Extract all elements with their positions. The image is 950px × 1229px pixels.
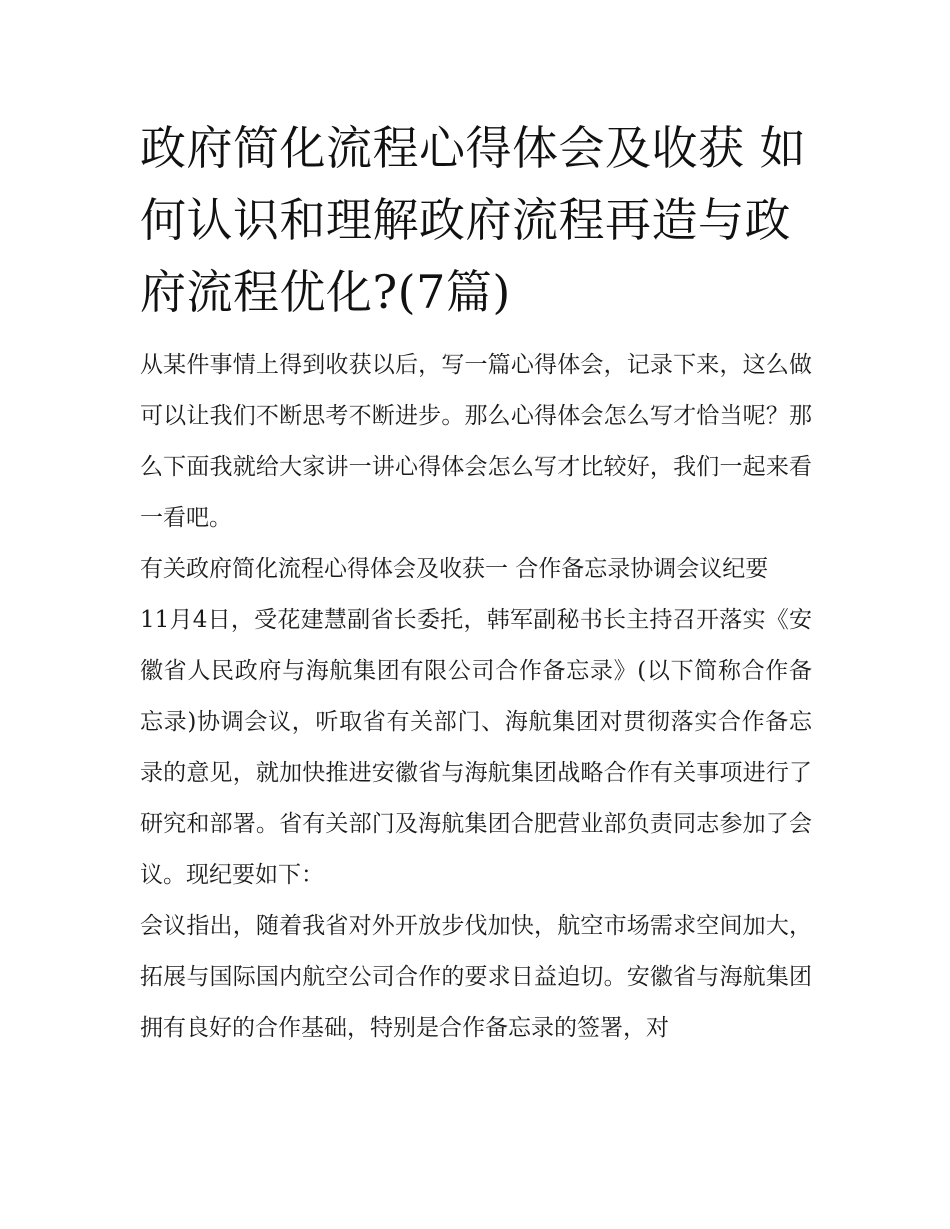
document-body bbox=[140, 112, 812, 1054]
document-title: 政府简化流程心得体会及收获 如何认识和理解政府流程再造与政府流程优化?(7篇) bbox=[140, 121, 807, 319]
section-heading: 有关政府简化流程心得体会及收获一 合作备忘录协调会议纪要 bbox=[140, 556, 769, 582]
intro-paragraph: 从某件事情上得到收获以后，写一篇心得体会，记录下来，这么做可以让我们不断思考不断进步。那么心得体会怎么写才恰当呢？那么下面我就给大家讲一讲心得体会怎么写才比较好，我们一起来看一看吧。 bbox=[140, 352, 812, 531]
meeting-summary-paragraph: 会议指出，随着我省对外开放步伐加快，航空市场需求空间加大，拓展与国际国内航空公司合作的要求日益迫切。安徽省与海航集团拥有良好的合作基础，特别是合作备忘录的签署，对 bbox=[140, 913, 812, 1041]
meeting-paragraph: 11月4日，受花建慧副省长委托，韩军副秘书长主持召开落实《安徽省人民政府与海航集团有限公司合作备忘录》(以下简称合作备忘录)协调会议，听取省有关部门、海航集团对贯彻落实合作备忘录的意见，就加快推进安徽省与海航集团战略合作有关事项进行了研究和部署。省有关部门及海航集团合肥营业部负责同志参加了会议。现纪要如下： bbox=[140, 607, 812, 888]
